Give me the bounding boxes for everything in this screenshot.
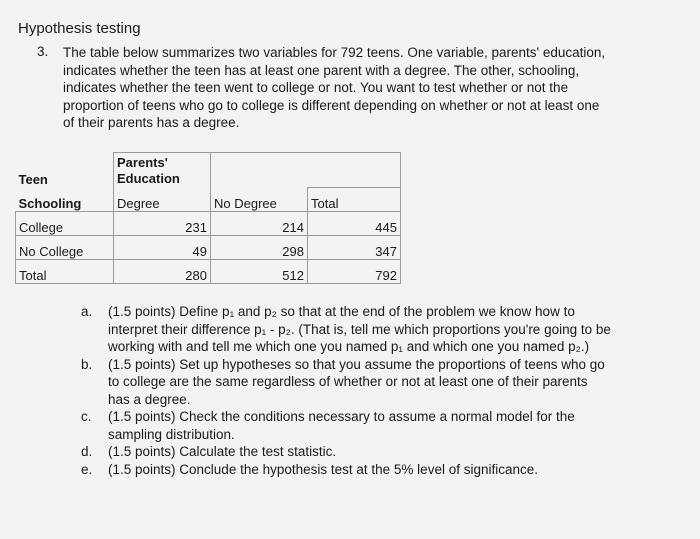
table-row	[16, 259, 401, 283]
list-item	[81, 443, 611, 461]
contingency-table	[15, 152, 401, 284]
cell: 445	[308, 211, 401, 235]
part-text: (1.5 points) Define p₁ and p₂ so that at the end of the problem we know how to interpret their difference p₁ - p₂. (That is, tell me which proportions you're going to be working with and tell me which one you named p₁ and which one you named p₂.)	[108, 304, 611, 354]
list-item	[81, 461, 611, 479]
col-header-no-degree: No Degree	[211, 187, 308, 211]
cell: 792	[308, 259, 401, 283]
part-text: (1.5 points) Set up hypotheses so that you assume the proportions of teens who go to college are the same regardless of whether or not at least one of their parents has a degree.	[108, 356, 605, 407]
header-blank-1	[211, 153, 308, 188]
part-text: (1.5 points) Calculate the test statistic.	[108, 444, 337, 459]
row-variable-label-top: Teen	[18, 172, 48, 187]
part-letter: a.	[81, 304, 93, 319]
cell: 298	[211, 235, 308, 259]
column-variable-line1: Parents'	[117, 155, 168, 170]
row-label: No College	[16, 235, 114, 259]
col-header-total: Total	[308, 187, 401, 211]
column-variable-header	[114, 153, 211, 188]
table-row	[16, 211, 401, 235]
section-heading: Hypothesis testing	[18, 20, 141, 37]
question-number: 3.	[37, 44, 49, 59]
part-letter: b.	[81, 356, 93, 372]
cell: 512	[211, 259, 308, 283]
row-label: Total	[16, 259, 114, 283]
row-label: College	[16, 211, 114, 235]
question-parts	[81, 303, 611, 478]
part-letter: c.	[81, 409, 92, 424]
list-item	[81, 303, 611, 356]
table-row	[16, 235, 401, 259]
header-blank-2	[308, 153, 401, 188]
part-letter: e.	[81, 461, 93, 477]
cell: 214	[211, 211, 308, 235]
list-item	[81, 408, 611, 443]
cell: 347	[308, 235, 401, 259]
part-text: (1.5 points) Conclude the hypothesis test at the 5% level of significance.	[108, 461, 538, 477]
list-item	[81, 356, 611, 409]
part-letter: d.	[81, 444, 93, 459]
col-header-degree: Degree	[114, 187, 211, 211]
part-text: (1.5 points) Check the conditions necessary to assume a normal model for the sampling distribution.	[108, 409, 575, 442]
cell: 231	[114, 211, 211, 235]
row-variable-label-bottom: Schooling	[18, 195, 82, 211]
cell: 49	[114, 235, 211, 259]
cell: 280	[114, 259, 211, 283]
question-text: The table below summarizes two variables for 792 teens. One variable, parents' education, indicates whether the teen has at least one parent with a degree. The other, schooling, indicates whether the teen went to college or not. You want to test whether or not the proportion of teens who go to college is different depending on whether or not at least one of their parents has a degree.	[63, 45, 606, 130]
column-variable-line2: Education	[117, 171, 180, 186]
